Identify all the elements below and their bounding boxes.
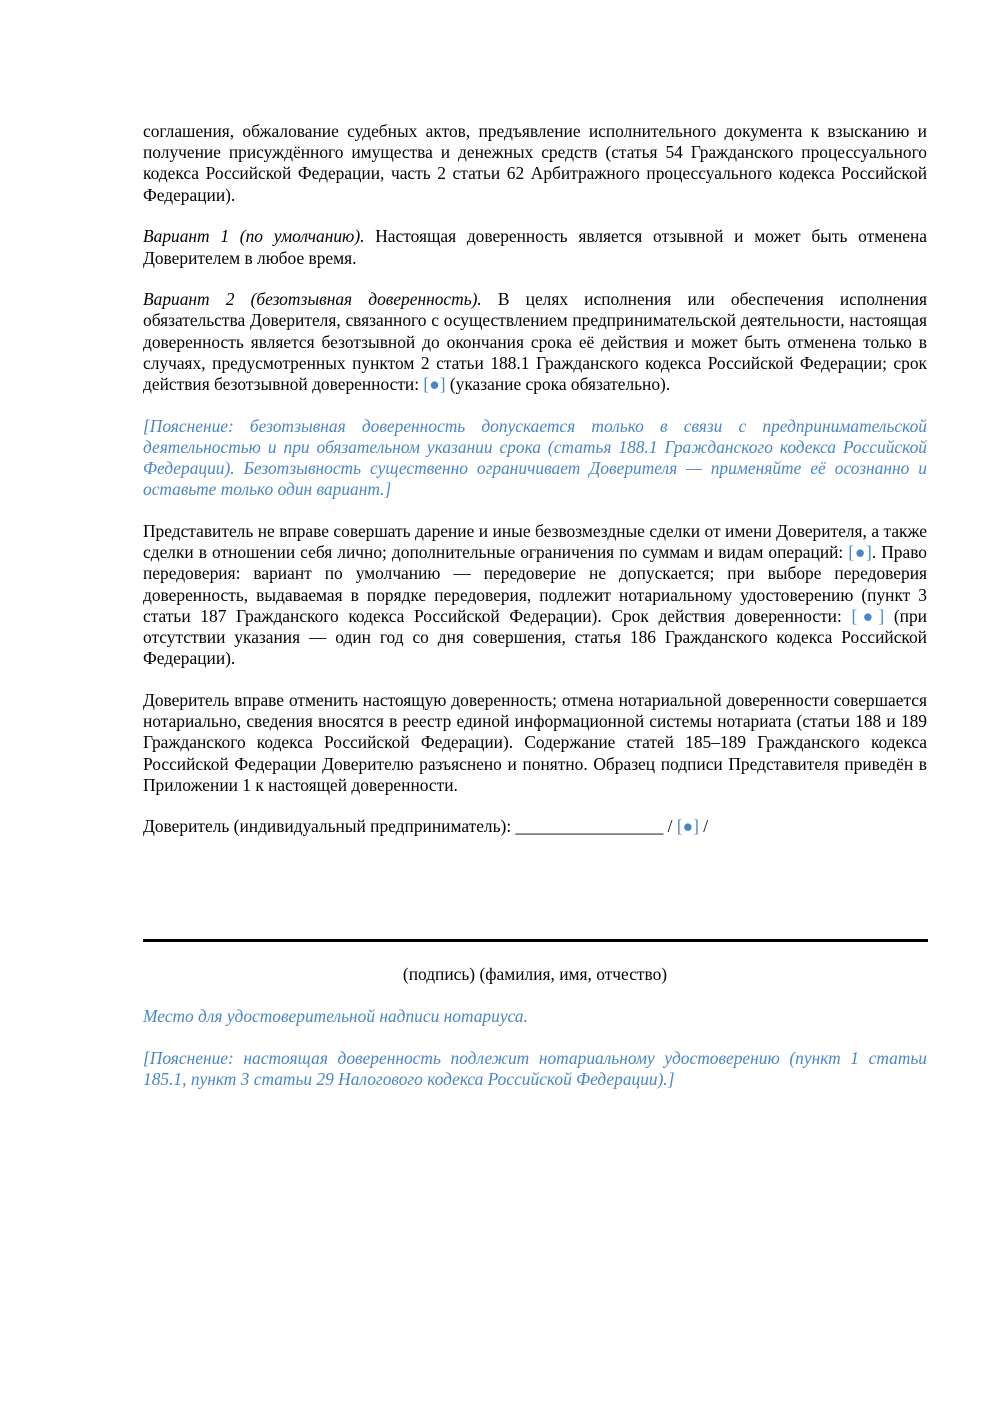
limits-placeholder: [●] bbox=[848, 542, 872, 563]
validity-placeholder: [●] bbox=[851, 605, 885, 626]
variant-2-label: Вариант 2 (безотзывная доверенность). bbox=[143, 289, 482, 310]
signature-label: Доверитель (индивидуальный предприниматель): _________________ / bbox=[143, 816, 677, 837]
notary-certification-place: Место для удостоверительной надписи нотариуса. bbox=[143, 1006, 528, 1026]
variant-2-text: В целях исполнения или обеспечения исполнения обязательства Доверителя, связанного с осуществлением предпринимательской деятельности, настоящая доверенность является безотзывной до окончания срока её действия и может быть отменена только в случаях, предусмотренных пунктом 2 статьи 188.1 Гражданского кодекса Российской Федерации; срок действия безотзывной доверенности: bbox=[143, 289, 927, 395]
term-placeholder: [●] bbox=[423, 374, 446, 395]
restrictions-text-a: Представитель не вправе совершать дарение и иные безвозмездные сделки от имени Доверителя, а также сделки в отношении себя лично; дополнительные ограничения по суммам и видам операций: bbox=[143, 521, 927, 563]
variant-1-label: Вариант 1 (по умолчанию). bbox=[143, 226, 365, 247]
name-placeholder: [●] bbox=[676, 816, 699, 837]
variant-2-tail: (указание срока обязательно). bbox=[445, 374, 671, 395]
principal-signature-line bbox=[143, 816, 927, 837]
document-page bbox=[143, 121, 927, 1090]
paragraph-restrictions bbox=[143, 521, 927, 669]
variant-1-text: Настоящая доверенность является отзывной и может быть отменена Доверителем в любое время. bbox=[143, 226, 927, 268]
explanatory-note-notarization: [Пояснение: настоящая доверенность подлежит нотариальному удостоверению (пункт 1 статьи 185.1, пункт 3 статьи 29 Налогового кодекса Российской Федерации).] bbox=[143, 1048, 927, 1090]
explanatory-note-irrevocable: [Пояснение: безотзывная доверенность допускается только в связи с предпринимательской деятельностью и при обязательном указании срока (статья 188.1 Гражданского кодекса Российской Федерации). Безотзывность существенно ограничивает Доверителя — применяйте её осознанно и оставьте только один вариант.] bbox=[143, 415, 927, 500]
paragraph-revocation: Доверитель вправе отменить настоящую доверенность; отмена нотариальной доверенности совершается нотариально, сведения вносятся в реестр единой информационной системы нотариата (статьи 188 и 189 Гражданского кодекса Российской Федерации). Содержание статей 185–189 Гражданского кодекса Российской Федерации Доверителю разъяснено и понятно. Образец подписи Представителя приведён в Приложении 1 к настоящей доверенности. bbox=[143, 689, 927, 795]
signature-tail: / bbox=[698, 816, 709, 837]
signature-caption: (подпись) (фамилия, имя, отчество) bbox=[402, 964, 668, 984]
signature-rule bbox=[143, 939, 928, 942]
restrictions-text-b: . Право передоверия: вариант по умолчанию — передоверие не допускается; при выборе передоверия доверенность, выдаваемая в порядке передоверия, подлежит нотариальному удостоверению (пункт 3 статьи 187 Гражданского кодекса Российской Федерации). Срок действия доверенности: bbox=[143, 542, 927, 626]
paragraph-variant-1 bbox=[143, 226, 927, 268]
restrictions-text-c: (при отсутствии указания — один год со дня совершения, статья 186 Гражданского кодекса Российской Федерации). bbox=[143, 605, 927, 669]
paragraph-variant-2 bbox=[143, 289, 927, 395]
paragraph-representation-powers: соглашения, обжалование судебных актов, предъявление исполнительного документа к взысканию и получение присуждённого имущества и денежных средств (статья 54 Гражданского процессуального кодекса Российской Федерации, часть 2 статьи 62 Арбитражного процессуального кодекса Российской Федерации). bbox=[143, 121, 927, 205]
